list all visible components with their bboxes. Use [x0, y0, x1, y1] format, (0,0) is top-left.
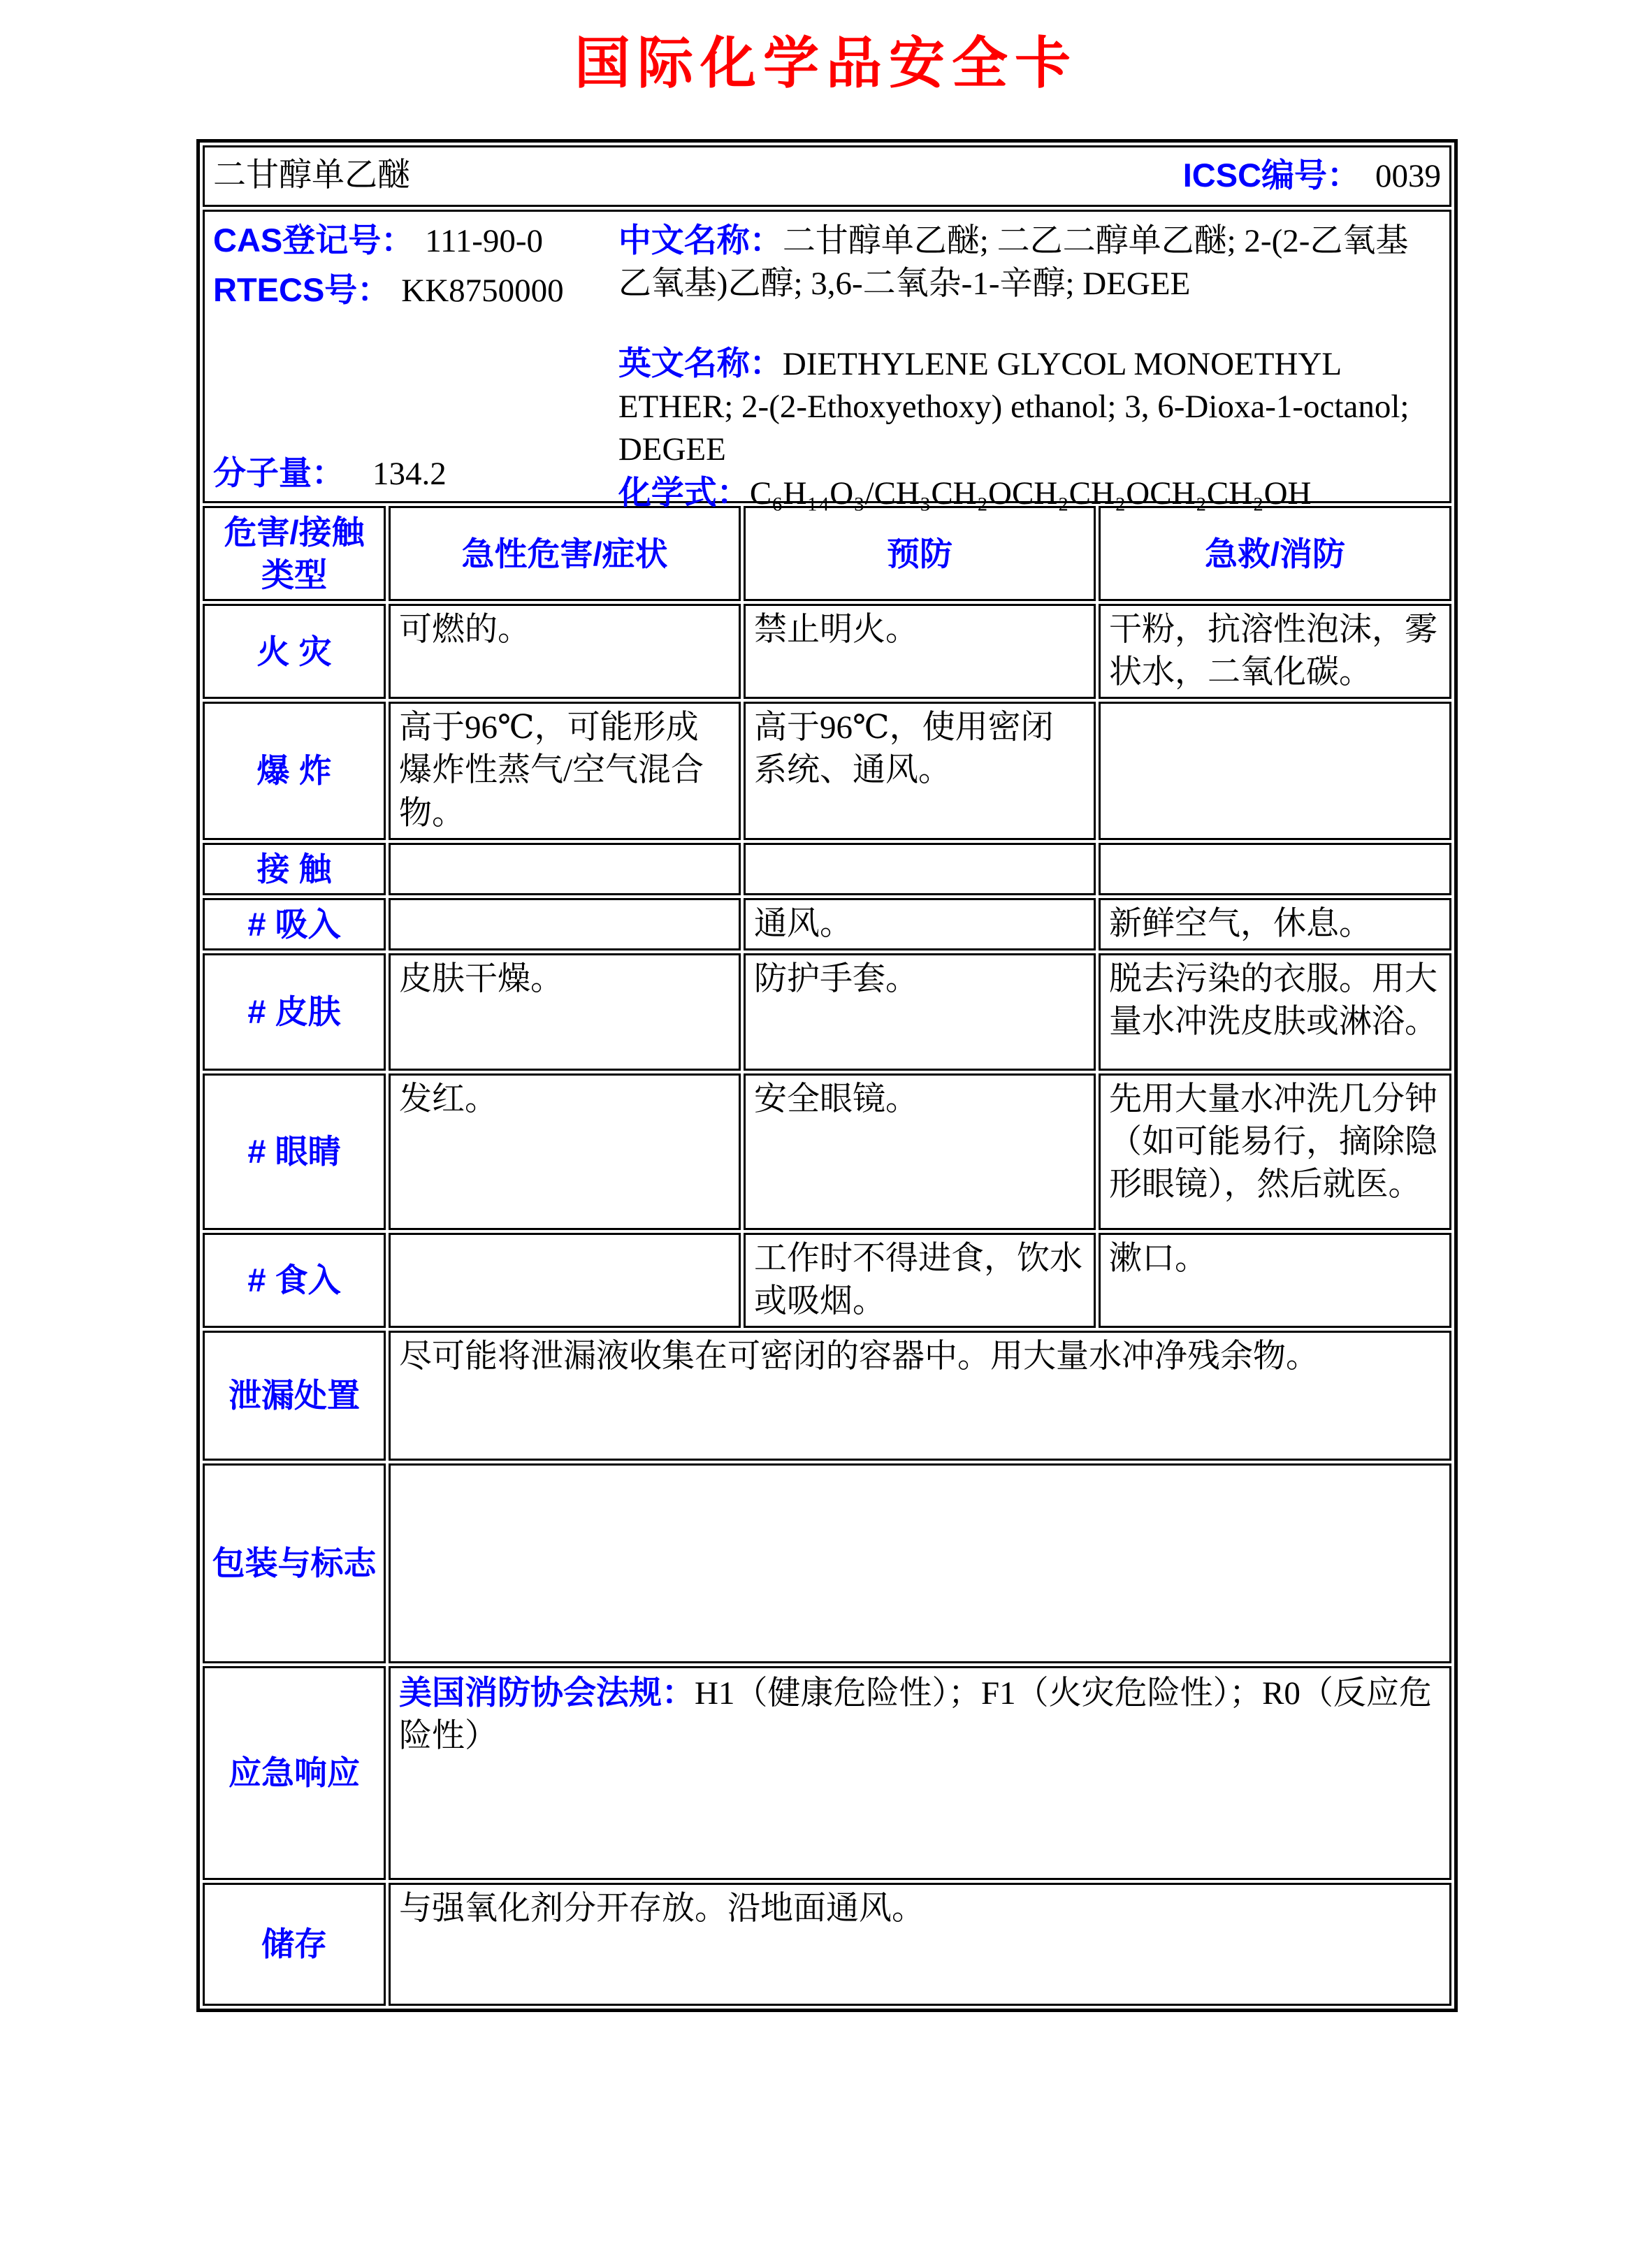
eyes-symptoms: 发红。	[389, 1073, 741, 1230]
chinese-name-value: 二甘醇单乙醚; 二乙二醇单乙醚; 2-(2-乙氧基乙氧基)乙醇; 3,6-二氧杂-1-辛醇; DEGEE	[618, 223, 1409, 303]
icsc-label: ICSC编号：	[1182, 157, 1361, 194]
header-prevention: 预防	[744, 506, 1096, 601]
skin-prevention: 防护手套。	[744, 953, 1096, 1071]
substance-name: 二甘醇单乙醚	[213, 157, 410, 194]
molecular-weight-value: 134.2	[372, 455, 447, 492]
page-title: 国际化学品安全卡	[574, 34, 1078, 95]
cas-value: 111-90-0	[425, 223, 544, 259]
top-row	[203, 145, 1451, 207]
inhalation-prevention: 通风。	[744, 898, 1096, 950]
emergency-response-content	[389, 1666, 1451, 1880]
fire-prevention: 禁止明火。	[744, 604, 1096, 699]
storage-text: 与强氧化剂分开存放。沿地面通风。	[399, 1890, 925, 1928]
top-row-content	[213, 154, 1441, 198]
explosion-prevention: 高于96℃，使用密闭系统、通风。	[744, 702, 1096, 839]
explosion-symptoms: 高于96℃，可能形成爆炸性蒸气/空气混合物。	[389, 702, 741, 839]
rtecs-value: KK8750000	[401, 273, 564, 310]
formula-label: 化学式：	[618, 474, 750, 512]
row-label-ingestion: # 食入	[203, 1233, 386, 1328]
rtecs-label: RTECS号：	[213, 271, 391, 309]
identity-left-column	[213, 219, 618, 497]
top-row-cell	[203, 145, 1451, 207]
fire-symptoms: 可燃的。	[389, 604, 741, 699]
icsc-number-value: 0039	[1375, 158, 1442, 195]
row-label-explosion: 爆 炸	[203, 702, 386, 839]
ingestion-symptoms	[389, 1233, 741, 1328]
cas-number-line	[213, 219, 618, 263]
table-row-eyes	[203, 1073, 1451, 1230]
row-label-spill-disposal: 泄漏处置	[203, 1331, 386, 1461]
rtecs-number-line	[213, 268, 618, 312]
icsc-number-field	[1183, 154, 1441, 198]
identity-content	[213, 215, 1441, 512]
hazard-header-row	[203, 506, 1451, 601]
nfpa-code-label: 美国消防协会法规：	[399, 1674, 695, 1712]
ingestion-prevention: 工作时不得进食，饮水或吸烟。	[744, 1233, 1096, 1328]
emergency-response-paragraph	[399, 1671, 1441, 1758]
table-row-explosion	[203, 702, 1451, 839]
molecular-weight-label: 分子量：	[213, 454, 345, 491]
identity-right-column	[618, 219, 1441, 512]
eyes-response: 先用大量水冲洗几分钟（如可能易行，摘除隐形眼镜），然后就医。	[1099, 1073, 1451, 1230]
cas-label: CAS登记号：	[213, 222, 414, 259]
english-name-paragraph	[618, 342, 1441, 471]
nfpa-code-value: H1（健康危险性）；F1（火灾危险性）；R0（反应危险性）	[399, 1675, 1432, 1755]
safety-card-table	[196, 139, 1458, 2012]
chinese-name-paragraph	[618, 219, 1441, 305]
inhalation-symptoms	[389, 898, 741, 950]
identity-row	[203, 210, 1451, 503]
english-name-value: DIETHYLENE GLYCOL MONOETHYL ETHER; 2-(2-Ethoxyethoxy) ethanol; 3, 6-Dioxa-1-octanol; DEGEE	[618, 346, 1410, 468]
table-row-packaging	[203, 1463, 1451, 1663]
row-label-storage: 储存	[203, 1883, 386, 2006]
spill-disposal-content	[389, 1331, 1451, 1461]
fire-response: 干粉，抗溶性泡沫，雾状水，二氧化碳。	[1099, 604, 1451, 699]
skin-symptoms: 皮肤干燥。	[389, 953, 741, 1071]
contact-response	[1099, 843, 1451, 895]
ingestion-response: 漱口。	[1099, 1233, 1451, 1328]
contact-symptoms	[389, 843, 741, 895]
identity-cell	[203, 210, 1451, 512]
chinese-name-label: 中文名称：	[618, 222, 783, 259]
table-row-ingestion	[203, 1233, 1451, 1328]
eyes-prevention: 安全眼镜。	[744, 1073, 1096, 1230]
contact-prevention	[744, 843, 1096, 895]
table-row-spill-disposal	[203, 1331, 1451, 1461]
table-row-storage	[203, 1883, 1451, 2006]
row-label-skin: # 皮肤	[203, 953, 386, 1071]
spill-disposal-text: 尽可能将泄漏液收集在可密闭的容器中。用大量水冲净残余物。	[399, 1338, 1319, 1375]
row-label-fire: 火 灾	[203, 604, 386, 699]
table-row-emergency-response	[203, 1666, 1451, 1880]
row-label-emergency-response: 应急响应	[203, 1666, 386, 1880]
header-first-aid: 急救/消防	[1099, 506, 1451, 601]
inhalation-response: 新鲜空气，休息。	[1099, 898, 1451, 950]
packaging-content	[389, 1463, 1451, 1663]
row-label-inhalation: # 吸入	[203, 898, 386, 950]
table-row-fire	[203, 604, 1451, 699]
skin-response: 脱去污染的衣服。用大量水冲洗皮肤或淋浴。	[1099, 953, 1451, 1071]
table-row-inhalation	[203, 898, 1451, 950]
molecular-weight-line	[213, 451, 618, 496]
header-hazard-type: 危害/接触类型	[203, 506, 386, 601]
explosion-response	[1099, 702, 1451, 839]
row-label-packaging: 包装与标志	[203, 1463, 386, 1663]
row-label-eyes: # 眼睛	[203, 1073, 386, 1230]
formula-paragraph	[618, 471, 1441, 515]
table-row-contact	[203, 843, 1451, 895]
table-row-skin	[203, 953, 1451, 1071]
english-name-label: 英文名称：	[618, 345, 783, 382]
storage-content	[389, 1883, 1451, 2006]
formula-value: C₆H₁₄O₃/CH₃CH₂OCH₂CH₂OCH₂CH₂OH	[749, 475, 1312, 512]
row-label-contact: 接 触	[203, 843, 386, 895]
header-acute-symptoms: 急性危害/症状	[389, 506, 741, 601]
